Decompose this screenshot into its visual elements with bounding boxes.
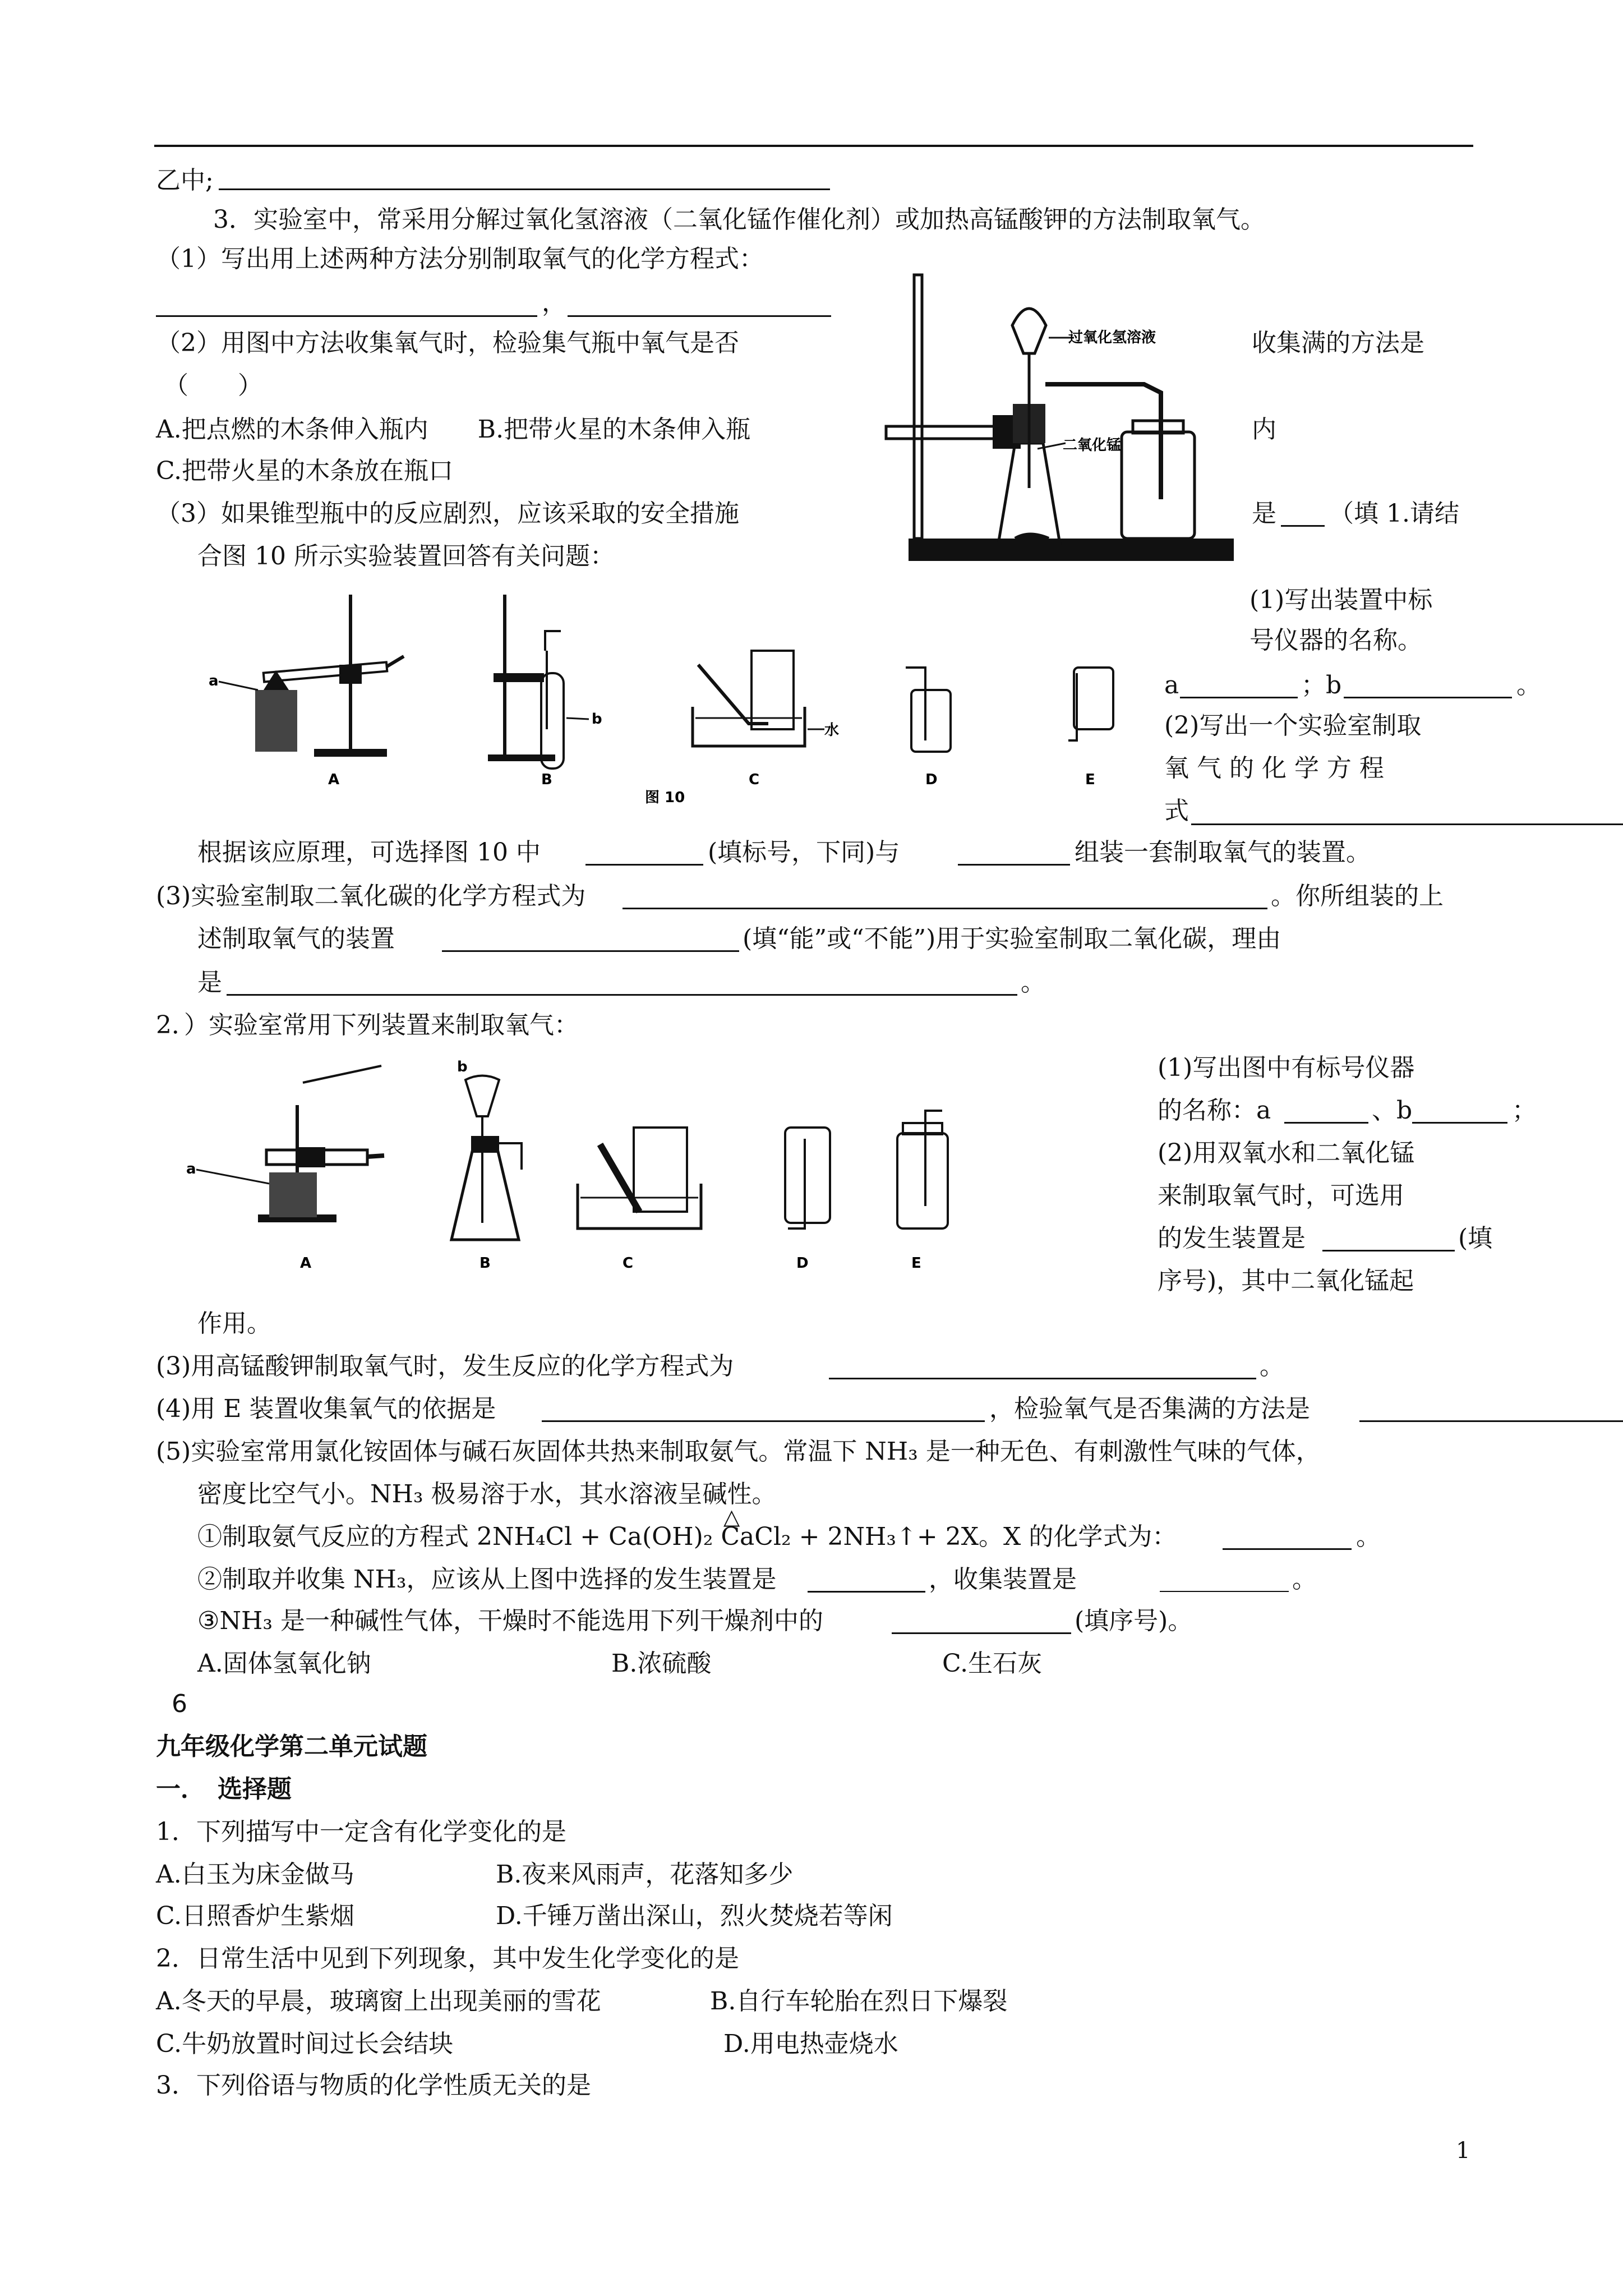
q2-label-D: D [796,1255,809,1272]
q2-5-opt-a: A.固体氢氧化钠 [197,1649,371,1678]
blank-gen [585,864,703,866]
comma: ， [542,288,566,317]
page-marker-6: 6 [172,1690,187,1718]
q2-r2c: ； [1512,1096,1537,1125]
q2-r3: (2)用双氧水和二氧化锰 [1158,1139,1415,1167]
blank-kmno4 [829,1378,1256,1379]
q2-5-2: ②制取并收集 NH₃，应该从上图中选择的发生装置是 [197,1565,777,1594]
mc-q2-d: D.用电热壶烧水 [723,2030,898,2058]
q2-r1: (1)写出图中有标号仪器 [1158,1053,1415,1082]
blank-q2a [1284,1122,1368,1124]
blank-x [1223,1548,1352,1550]
q1-r1: (1)写出装置中标 [1249,586,1433,614]
q2-5-opt-b: B.浓硫酸 [611,1649,712,1678]
fig10-label-water: 水 [824,722,840,739]
q2-label-b: b [457,1059,468,1075]
q1-r5: 氧 气 的 化 学 方 程 [1164,754,1384,783]
mc-q1-b: B.夜来风雨声，花落知多少 [496,1860,794,1889]
line-yi: 乙中; [156,166,214,195]
q2-r5b: (填 [1458,1224,1493,1253]
q2-4b: ，检验氧气是否集满的方法是 [989,1395,1310,1423]
blank-safety [1281,525,1325,527]
mc-q2: 2．日常生活中见到下列现象，其中发生化学变化的是 [156,1944,739,1973]
q1-choose-c: 组装一套制取氧气的装置。 [1075,838,1371,867]
mc-q1-d: D.千锤万凿出深山，烈火焚烧若等闲 [496,1902,893,1930]
q2-5-2c: 。 [1292,1565,1317,1594]
fig10-label-A: A [328,771,340,788]
q1-r6: 式 [1164,797,1189,825]
blank-dry [892,1632,1071,1634]
mc-q1: 1．下列描写中一定含有化学变化的是 [156,1818,566,1846]
q2-label-C: C [623,1255,634,1272]
q2-4: (4)用 E 装置收集氧气的依据是 [156,1395,496,1423]
blank-b [1344,697,1512,698]
q2-5-1b: 。 [1356,1522,1381,1551]
q2-stem: 2．）实验室常用下列装置来制取氧气： [156,1011,579,1039]
q3-2-paren: （ ） [164,371,262,400]
section-title: 一． 选择题 [156,1775,292,1803]
blank-col [958,864,1070,866]
mc-q2-a: A.冬天的早晨，玻璃窗上出现美丽的雪花 [156,1987,601,2016]
blank-yi [219,188,830,190]
q1-r3a: a [1164,671,1179,700]
q2-5: (5)实验室常用氯化铵固体与碱石灰固体共热来制取氨气。常温下 NH₃ 是一种无色、有刺激性气味的气体， [156,1437,1321,1466]
fig10-label-b: b [592,711,602,728]
q1-reason: 是 [197,968,222,997]
q2-r6: 序号)，其中二氧化锰起 [1158,1267,1414,1295]
blank-co2eq [623,908,1267,909]
q3-1: （1）写出用上述两种方法分别制取氧气的化学方程式： [156,245,764,273]
q1-r3c: 。 [1516,671,1541,700]
q2-3b: 。 [1260,1352,1284,1381]
q1-can: 述制取氧气的装置 [197,924,395,953]
q2-5b: 密度比空气小。NH₃ 极易溶于水，其水溶液呈碱性。 [197,1480,777,1508]
mc-q3: 3．下列俗语与物质的化学性质无关的是 [156,2071,591,2100]
q1-co2b: 。你所组装的上 [1271,882,1444,910]
q2-5-delta: △ [723,1504,740,1529]
q3-3-right-b: （填 1.请结 [1329,499,1459,528]
q2-label-A: A [300,1255,312,1272]
q1-canb: (填“能”或“不能”)用于实验室制取二氧化碳，理由 [743,924,1281,953]
q1-choose-b: (填标号，下同)与 [708,838,900,867]
q3-2-right: 收集满的方法是 [1252,329,1424,357]
q2-5-opt-c: C.生石灰 [942,1649,1043,1678]
q3-3-right-a: 是 [1252,499,1276,528]
q2-role: 作用。 [197,1309,271,1338]
q3-3: （3）如果锥型瓶中的反应剧烈，应该采取的安全措施 [156,499,739,528]
q1-choose: 根据该应原理，可选择图 10 中 [197,838,541,867]
q2-5-3: ③NH₃ 是一种碱性气体，干燥时不能选用下列干燥剂中的 [197,1607,823,1635]
q2-label-B: B [479,1255,491,1272]
mc-q1-c: C.日照香炉生紫烟 [156,1902,355,1930]
fig10-label-B: B [541,771,552,788]
exam-title: 九年级化学第二单元试题 [156,1732,427,1761]
q2-r4: 来制取氧气时，可选用 [1158,1181,1404,1210]
figure-q2 [168,1059,1150,1290]
fig10-label-a: a [209,673,219,689]
fig10-caption: 图 10 [645,789,685,806]
q3-stem: 3．实验室中，常采用分解过氧化氢溶液（二氧化锰作催化剂）或加热高锰酸钾的方法制取氧气。 [213,205,1265,234]
q2-r2b: 、b [1372,1096,1413,1125]
blank-nh3gen [808,1591,925,1593]
oxygen-apparatus-figure [880,275,1234,572]
header-rule [154,145,1473,147]
blank-nh3col [1160,1591,1289,1592]
q1-r2: 号仪器的名称。 [1249,626,1422,655]
q1-co2: (3)实验室制取二氧化碳的化学方程式为 [156,882,586,910]
blank-can [442,950,739,952]
q2-5-2b: ，收集装置是 [929,1565,1077,1594]
q2-r5a: 的发生装置是 [1158,1224,1306,1253]
mc-q2-c: C.牛奶放置时间过长会结块 [156,2030,454,2058]
blank-a [1180,697,1298,698]
q2-label-E: E [911,1255,921,1272]
fig10-label-E: E [1085,771,1095,788]
blank-eq2 [568,315,831,317]
blank-reason [227,994,1017,996]
blank-q2b [1412,1122,1507,1124]
q2-r2a: 的名称：a [1158,1096,1271,1125]
q2-3: (3)用高锰酸钾制取氧气时，发生反应的化学方程式为 [156,1352,734,1381]
q3-2-opt-c: C.把带火星的木条放在瓶口 [156,457,454,485]
q1-reasonb: 。 [1021,968,1045,997]
q2-5-3b: (填序号)。 [1075,1607,1193,1635]
q3-2-right2: 内 [1252,415,1276,444]
mc-q2-b: B.自行车轮胎在烈日下爆裂 [710,1987,1008,2016]
figure-10 [202,589,1166,813]
q2-label-a: a [186,1161,196,1177]
q1-r3b: ；b [1301,671,1342,700]
fig10-label-C: C [749,771,760,788]
blank-check [1359,1420,1623,1422]
label-mno2: 二氧化锰 [1063,437,1122,454]
mc-q1-a: A.白玉为床金做马 [156,1860,354,1889]
q1-intro: 合图 10 所示实验装置回答有关问题： [197,542,615,570]
q2-5-1: ①制取氨气反应的方程式 2NH₄Cl + Ca(OH)₂ CaCl₂ + 2NH₃↑+ 2X。X 的化学式为： [197,1522,1177,1551]
blank-eq1 [156,315,537,317]
q1-r4: (2)写出一个实验室制取 [1164,711,1422,740]
label-h2o2: 过氧化氢溶液 [1068,329,1156,346]
blank-q2gen [1322,1250,1455,1251]
q3-2-opt-ab: A.把点燃的木条伸入瓶内 B.把带火星的木条伸入瓶 [156,415,751,444]
blank-eq-r [1191,823,1623,825]
fig10-label-D: D [925,771,938,788]
page-number: 1 [1456,2138,1470,2164]
blank-basis [542,1420,985,1422]
q3-2: （2）用图中方法收集氧气时，检验集气瓶中氧气是否 [156,329,739,357]
